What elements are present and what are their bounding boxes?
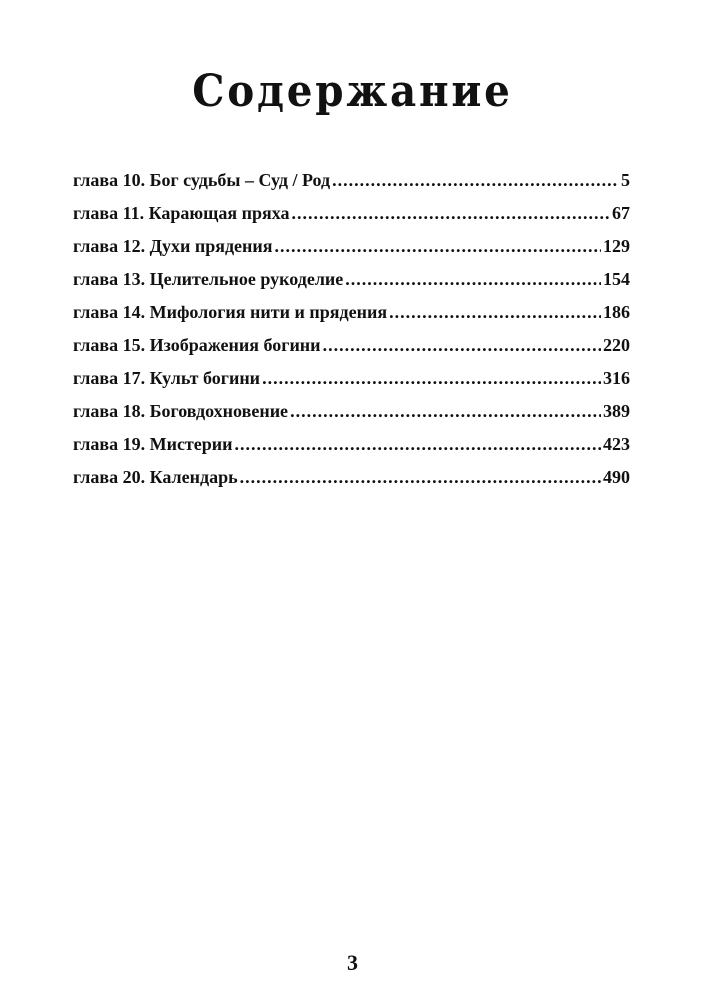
toc-entry-page: 154 [603,269,630,289]
page-title: Содержание [192,66,513,117]
dot-leader [262,368,601,389]
toc-entry[interactable] [73,302,630,335]
toc-entry-page: 5 [621,170,630,190]
toc-entry-page: 316 [603,368,630,388]
dot-leader [345,269,601,290]
table-of-contents [73,170,630,500]
dot-leader [291,203,610,224]
toc-entry-title: глава 11. Карающая пряха [73,203,290,223]
toc-entry[interactable] [73,203,630,236]
toc-entry-title: глава 18. Боговдохновение [73,401,289,421]
dot-leader [389,302,601,323]
toc-entry[interactable] [73,467,630,500]
toc-entry[interactable] [73,434,630,467]
toc-entry[interactable] [73,236,630,269]
page-number: 3 [347,950,358,975]
dot-leader [275,236,601,257]
toc-entry-title: глава 19. Мистерии [73,434,233,454]
toc-entry-title: глава 15. Изображения богини [73,335,321,355]
toc-entry-title: глава 10. Бог судьбы – Суд / Род [73,170,331,190]
dot-leader [235,434,601,455]
dot-leader [332,170,619,191]
toc-entry[interactable] [73,401,630,434]
toc-entry-page: 129 [603,236,630,256]
toc-entry[interactable] [73,335,630,368]
toc-entry-title: глава 20. Календарь [73,467,238,487]
toc-entry-page: 186 [603,302,630,322]
toc-entry[interactable] [73,368,630,401]
toc-entry-title: глава 13. Целительное рукоделие [73,269,344,289]
toc-entry-title: глава 12. Духи прядения [73,236,273,256]
toc-entry-page: 423 [603,434,630,454]
toc-entry-page: 220 [603,335,630,355]
dot-leader [240,467,601,488]
dot-leader [290,401,601,422]
toc-entry-title: глава 17. Культ богини [73,368,261,388]
toc-entry-page: 67 [612,203,630,223]
dot-leader [323,335,601,356]
toc-entry-page: 490 [603,467,630,487]
toc-entry-page: 389 [603,401,630,421]
toc-entry-title: глава 14. Мифология нити и прядения [73,302,388,322]
toc-entry[interactable] [73,170,630,203]
toc-entry[interactable] [73,269,630,302]
